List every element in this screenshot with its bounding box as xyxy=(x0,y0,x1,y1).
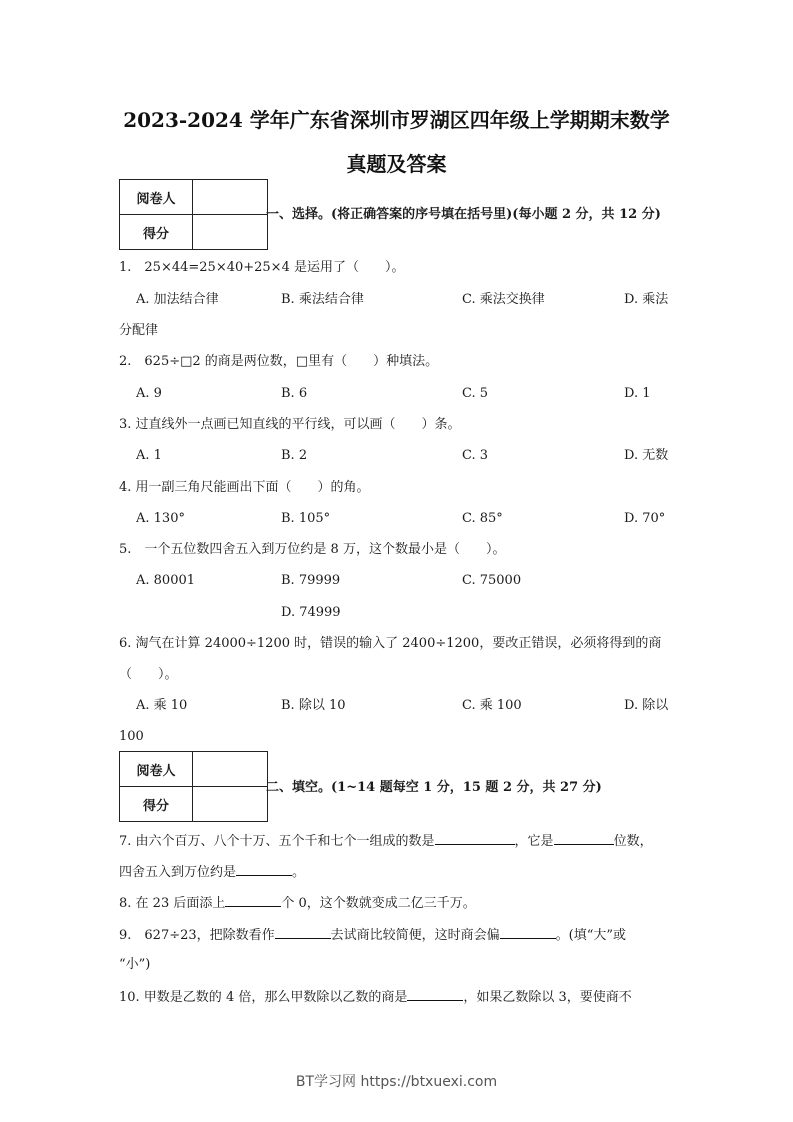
q4-stem: 4. 用一副三角尺能画出下面（ ）的角。 xyxy=(119,480,370,495)
q1-stem: 1. 25×44=25×40+25×4 是运用了（ ）。 xyxy=(119,260,405,275)
q7-line2 xyxy=(119,863,305,881)
q4-option-b: B. 105° xyxy=(281,511,331,526)
document-title-line2: 真题及答案 xyxy=(346,152,447,176)
q7-blank-1[interactable] xyxy=(435,832,515,845)
q3-option-c: C. 3 xyxy=(462,448,489,463)
q4-option-d: D. 70° xyxy=(624,511,666,526)
q10-text-2: ，如果乙数除以 3，要使商不 xyxy=(463,990,632,1005)
q2-option-a: A. 9 xyxy=(136,386,162,401)
q7-text-5: 。 xyxy=(292,865,306,880)
q1-option-a: A. 加法结合律 xyxy=(136,292,219,307)
q2-stem: 2. 625÷□2 的商是两位数，□里有（ ）种填法。 xyxy=(119,354,439,369)
score-label: 得分 xyxy=(120,787,193,822)
q3-stem: 3. 过直线外一点画已知直线的平行线，可以画（ ）条。 xyxy=(119,417,461,432)
q3-option-d: D. 无数 xyxy=(624,448,669,463)
q7-line1 xyxy=(119,832,653,850)
q5-option-a: A. 80001 xyxy=(136,573,196,588)
section2-heading: 二、填空。(1~14 题每空 1 分，15 题 2 分，共 27 分) xyxy=(266,780,602,795)
q4-option-c: C. 85° xyxy=(462,511,503,526)
q6-stem-cont: （ ）。 xyxy=(119,667,178,682)
q6-option-c: C. 乘 100 xyxy=(462,698,522,713)
document-title-line1: 2023-2024 学年广东省深圳市罗湖区四年级上学期期末数学 xyxy=(123,108,670,132)
q9-line1 xyxy=(119,926,626,944)
q1-option-d: D. 乘法 xyxy=(624,292,669,307)
q6-option-b: B. 除以 10 xyxy=(281,698,346,713)
q9-text-1: 9. 627÷23，把除数看作 xyxy=(119,928,275,943)
q2-option-c: C. 5 xyxy=(462,386,489,401)
q9-text-2: 去试商比较简便，这时商会偏 xyxy=(330,928,500,943)
q7-blank-3[interactable] xyxy=(236,863,292,876)
q9-text-3: 。(填“大”或 xyxy=(555,928,627,943)
q7-text-1: 7. 由六个百万、八个十万、五个千和七个一组成的数是 xyxy=(119,834,435,849)
score-label: 得分 xyxy=(120,215,193,250)
q8-blank-1[interactable] xyxy=(225,894,281,907)
score-table-section2 xyxy=(119,751,268,822)
q1-option-c: C. 乘法交换律 xyxy=(462,292,545,307)
q5-option-c: C. 75000 xyxy=(462,573,522,588)
grader-label: 阅卷人 xyxy=(120,180,193,215)
q8-line xyxy=(119,894,476,912)
grader-cell[interactable] xyxy=(193,752,268,787)
q2-option-d: D. 1 xyxy=(624,386,651,401)
q7-text-2: ，它是 xyxy=(514,834,554,849)
q5-stem: 5. 一个五位数四舍五入到万位约是 8 万，这个数最小是（ ）。 xyxy=(119,542,506,557)
q3-option-a: A. 1 xyxy=(136,448,162,463)
score-cell[interactable] xyxy=(193,215,268,250)
grader-cell[interactable] xyxy=(193,180,268,215)
score-cell[interactable] xyxy=(193,787,268,822)
score-table-section1 xyxy=(119,179,268,250)
q5-option-b: B. 79999 xyxy=(281,573,341,588)
q6-option-d-wrap: 100 xyxy=(119,729,144,744)
q6-option-a: A. 乘 10 xyxy=(136,698,188,713)
q1-option-d-wrap: 分配律 xyxy=(119,323,159,338)
q7-text-4: 四舍五入到万位约是 xyxy=(119,865,237,880)
footer-watermark: BT学习网 https://btxuexi.com xyxy=(295,1074,498,1090)
q9-blank-1[interactable] xyxy=(275,926,331,939)
q7-blank-2[interactable] xyxy=(554,832,614,845)
q2-option-b: B. 6 xyxy=(281,386,308,401)
q6-stem: 6. 淘气在计算 24000÷1200 时，错误的输入了 2400÷1200，要改正错误，必须将得到的商 xyxy=(119,636,662,651)
q6-option-d: D. 除以 xyxy=(624,698,669,713)
q5-option-d: D. 74999 xyxy=(281,605,341,620)
q10-line1 xyxy=(119,988,632,1006)
q7-text-3: 位数， xyxy=(613,834,653,849)
q10-blank-1[interactable] xyxy=(407,988,463,1001)
q9-line2: “小”) xyxy=(119,957,151,972)
q3-option-b: B. 2 xyxy=(281,448,308,463)
section1-heading: 一、选择。(将正确答案的序号填在括号里)(每小题 2 分，共 12 分) xyxy=(266,207,661,222)
q1-option-b: B. 乘法结合律 xyxy=(281,292,364,307)
q10-text-1: 10. 甲数是乙数的 4 倍，那么甲数除以乙数的商是 xyxy=(119,990,408,1005)
q4-option-a: A. 130° xyxy=(136,511,185,526)
q8-text-2: 个 0，这个数就变成二亿三千万。 xyxy=(281,896,476,911)
q8-text-1: 8. 在 23 后面添上 xyxy=(119,896,226,911)
grader-label: 阅卷人 xyxy=(120,752,193,787)
q9-blank-2[interactable] xyxy=(500,926,556,939)
